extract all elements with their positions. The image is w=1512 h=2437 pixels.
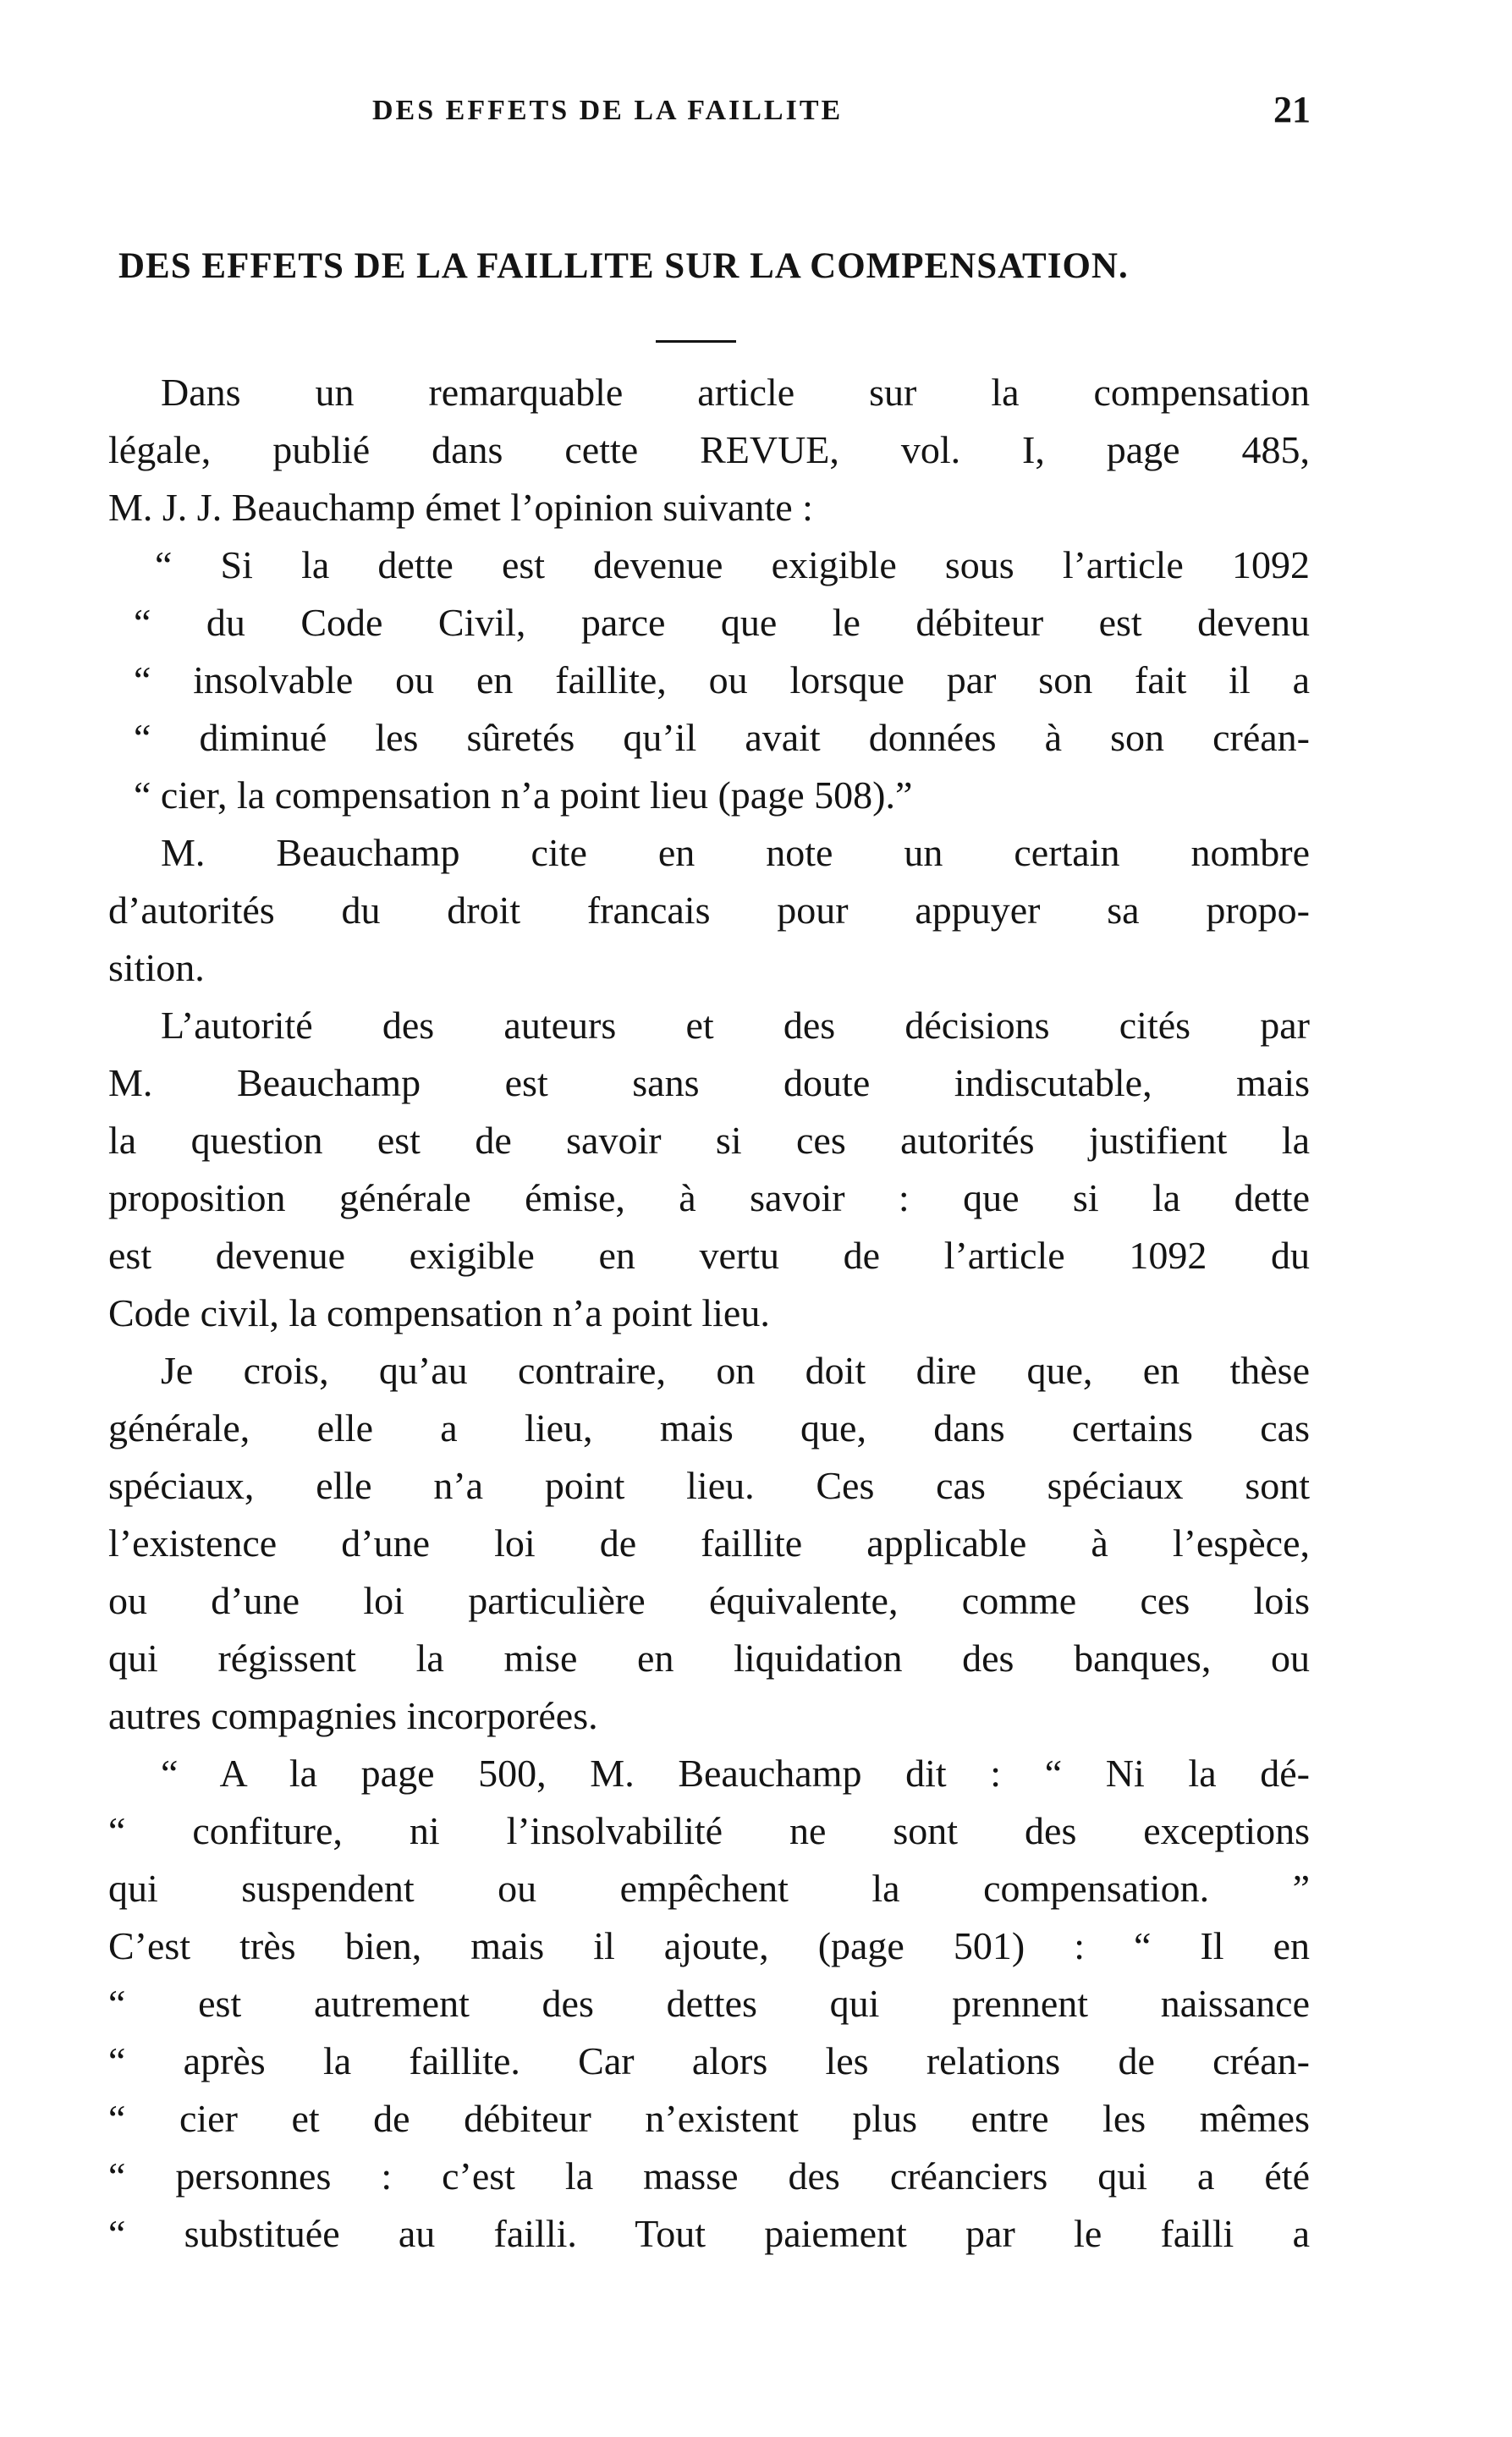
text-line: ou d’une loi particulière équivalente, comme ces lois xyxy=(108,1579,1310,1622)
text-line: “ Si la dette est devenue exigible sous l’article 1092 xyxy=(155,543,1310,586)
title-divider xyxy=(656,340,736,343)
text-line: C’est très bien, mais il ajoute, (page 501) : “ Il en xyxy=(108,1924,1310,1967)
text-line: “ personnes : c’est la masse des créanciers qui a été xyxy=(108,2154,1310,2198)
text-line: Code civil, la compensation n’a point lieu. xyxy=(108,1291,770,1334)
text-line: “ cier et de débiteur n’existent plus entre les mêmes xyxy=(108,2097,1310,2140)
text-line: Dans un remarquable article sur la compensation xyxy=(161,371,1310,414)
text-line: générale, elle a lieu, mais que, dans certains cas xyxy=(108,1406,1310,1450)
text-line: “ cier, la compensation n’a point lieu (page 508).” xyxy=(134,773,913,817)
text-line: “ du Code Civil, parce que le débiteur est devenu xyxy=(134,601,1310,644)
text-line: est devenue exigible en vertu de l’article 1092 du xyxy=(108,1234,1310,1277)
text-line: sition. xyxy=(108,946,205,989)
text-line: proposition générale émise, à savoir : que si la dette xyxy=(108,1176,1310,1219)
text-line: autres compagnies incorporées. xyxy=(108,1694,598,1737)
text-line: légale, publié dans cette REVUE, vol. I, page 485, xyxy=(108,428,1310,471)
section-title: DES EFFETS DE LA FAILLITE SUR LA COMPENSATION. xyxy=(118,246,1129,286)
text-line: M. Beauchamp est sans doute indiscutable, mais xyxy=(108,1061,1310,1104)
page-number: 21 xyxy=(1273,89,1311,130)
text-line: M. Beauchamp cite en note un certain nombre xyxy=(161,831,1310,874)
running-head: DES EFFETS DE LA FAILLITE xyxy=(372,95,844,126)
text-line: “ confiture, ni l’insolvabilité ne sont des exceptions xyxy=(108,1809,1310,1852)
text-line: “ A la page 500, M. Beauchamp dit : “ Ni la dé- xyxy=(161,1752,1310,1795)
text-line: “ substituée au failli. Tout paiement par le failli a xyxy=(108,2212,1310,2255)
text-line: “ insolvable ou en faillite, ou lorsque par son fait il a xyxy=(134,658,1310,701)
text-line: l’existence d’une loi de faillite applicable à l’espèce, xyxy=(108,1521,1310,1565)
body-text xyxy=(108,364,1310,2263)
text-line: “ diminué les sûretés qu’il avait données à son créan- xyxy=(134,716,1310,759)
text-line: qui régissent la mise en liquidation des banques, ou xyxy=(108,1637,1310,1680)
text-line: M. J. J. Beauchamp émet l’opinion suivante : xyxy=(108,486,813,529)
text-line: la question est de savoir si ces autorités justifient la xyxy=(108,1119,1310,1162)
text-line: spéciaux, elle n’a point lieu. Ces cas spéciaux sont xyxy=(108,1464,1310,1507)
text-line: “ est autrement des dettes qui prennent naissance xyxy=(108,1982,1310,2025)
text-line: Je crois, qu’au contraire, on doit dire que, en thèse xyxy=(161,1349,1310,1392)
text-line: “ après la faillite. Car alors les relations de créan- xyxy=(108,2039,1310,2082)
text-line: d’autorités du droit francais pour appuyer sa propo- xyxy=(108,888,1310,932)
text-line: L’autorité des auteurs et des décisions cités par xyxy=(161,1004,1310,1047)
text-line: qui suspendent ou empêchent la compensation. ” xyxy=(108,1867,1310,1910)
